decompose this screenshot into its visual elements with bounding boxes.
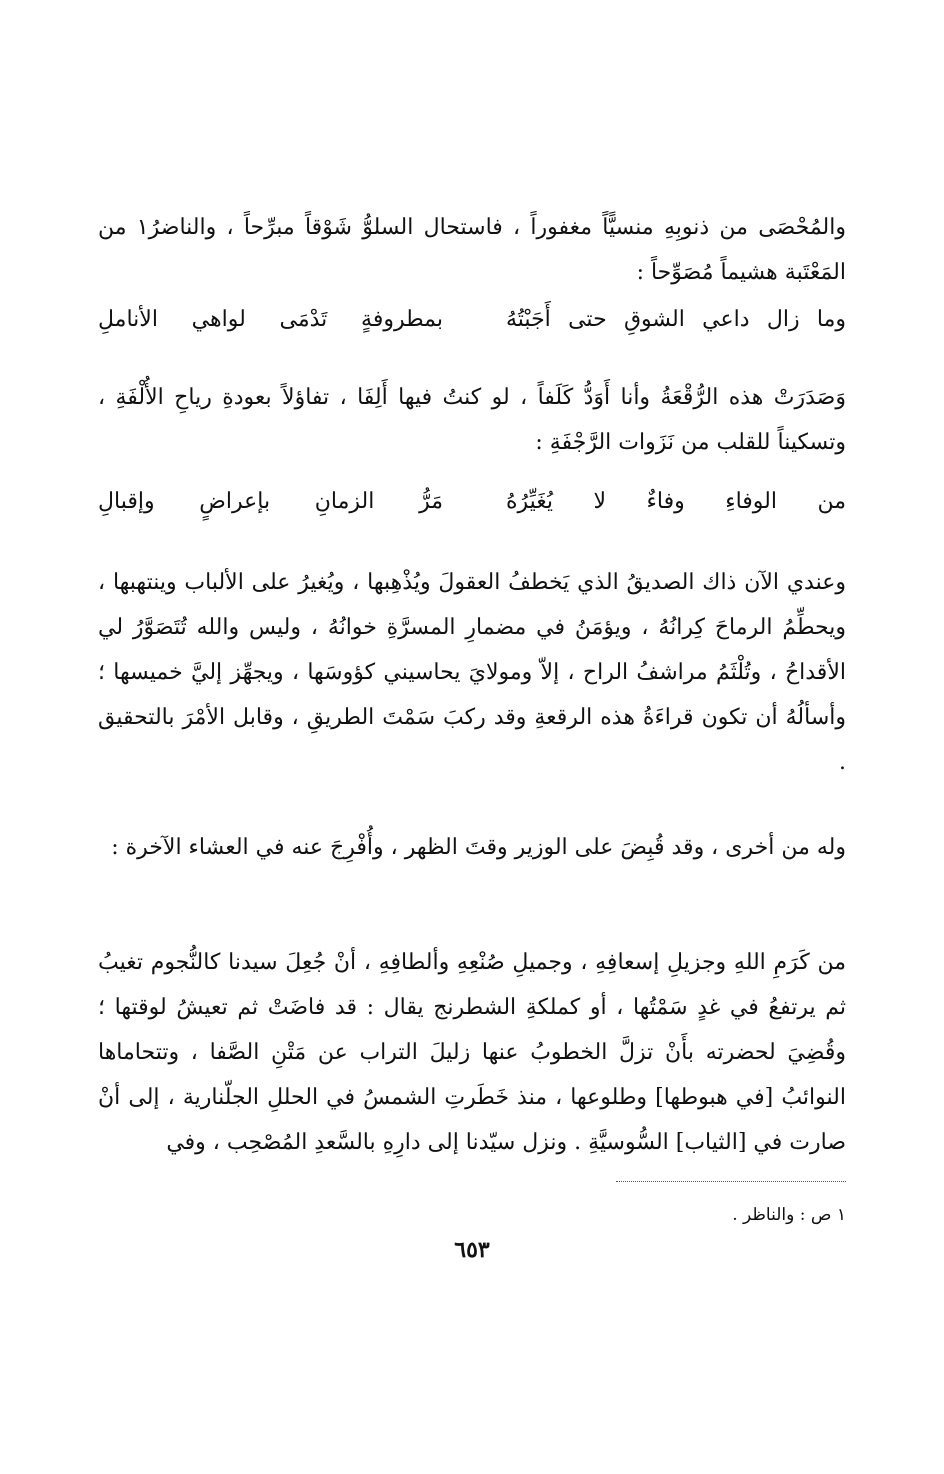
verse-1-second-hemistich: بمطروفةٍ تَدْمَى لواهي الأناملِ <box>98 307 443 332</box>
verse-2 <box>98 482 846 522</box>
footnote-divider <box>616 1181 846 1182</box>
paragraph-2: وَصَدَرَتْ هذه الرُّقْعَةُ وأنا أَوَدُّ كَلَفاً ، لو كنتُ فيها أَلِفَا ، تفاؤلاً بعودةِ رياحِ الأُلْفَةِ ، وتسكيناً للقلب من نَزَوات الرَّجْفَةِ : <box>98 385 846 455</box>
paragraph-3: وعندي الآن ذاك الصديقُ الذي يَخطفُ العقولَ ويُذْهِبها ، ويُغيرُ على الألباب وينتهبها ، ويحطِّمُ الرماحَ كِرانُهُ ، ويؤمَنُ في مضمارِ المسرَّةِ خوانُهُ ، وليس والله تُتَصَوَّرُ لي الأقداحُ ، وتُلْثَمُ مراشفُ الراح ، إلاّ ومولايَ يحاسيني كؤوسَها ، ويجهِّز إليَّ خميسها ؛ وأسألُهُ أن تكون قراءَةُ هذه الرقعةِ وقد ركبَ سَمْتَ الطريقِ ، وقابل الأمْرَ بالتحقيق . <box>98 570 846 775</box>
page-number: ٦٥٣ <box>454 1237 490 1263</box>
footnote: ١ ص : والناظر . <box>732 1205 846 1225</box>
paragraph-1: والمُحْصَى من ذنوبِهِ منسيًّاً مغفوراً ، فاستحال السلوُّ شَوْقاً مبرِّحاً ، والناضرُ١ من المَعْتَبة هشيماً مُصَوِّحاً : <box>98 215 846 285</box>
paragraph-5: من كَرَمِ اللهِ وجزيلِ إسعافِهِ ، وجميلِ صُنْعِهِ وألطافِهِ ، أنْ جُعِلَ سيدنا كالنُّجوم تغيبُ ثم يرتفعُ في غدٍ سَمْتُها ، أو كملكةِ الشطرنج يقال : قد فاضَتْ ثم تعيشُ لوقتها ؛ وقُضِيَ لحضرته بأَنْ تزلَّ الخطوبُ عنها زليلَ التراب عن مَتْنِ الصَّفا ، وتتحاماها النوائبُ [في هبوطها] وطلوعها ، منذ خَطَرتِ الشمسُ في الحللِ الجلّنارية ، إلى أنْ صارت في [الثياب] السُّوسيَّةِ . ونزل سيّدنا إلى دارِهِ بالسَّعدِ المُصْحِب ، وفي <box>98 950 846 1155</box>
verse-1 <box>98 300 846 340</box>
verse-2-first-hemistich: من الوفاءِ وفاءٌ لا يُغَيِّرُهُ <box>506 489 846 514</box>
paragraph-4: وله من أخرى ، وقد قُبِضَ على الوزير وقتَ الظهر ، وأُفْرِجَ عنه في العشاء الآخرة : <box>111 835 846 860</box>
verse-2-second-hemistich: مَرُّ الزمانِ بإعراضٍ وإقبالِ <box>98 489 443 514</box>
verse-1-first-hemistich: وما زال داعي الشوقِ حتى أَجَبْتُهُ <box>506 307 846 332</box>
